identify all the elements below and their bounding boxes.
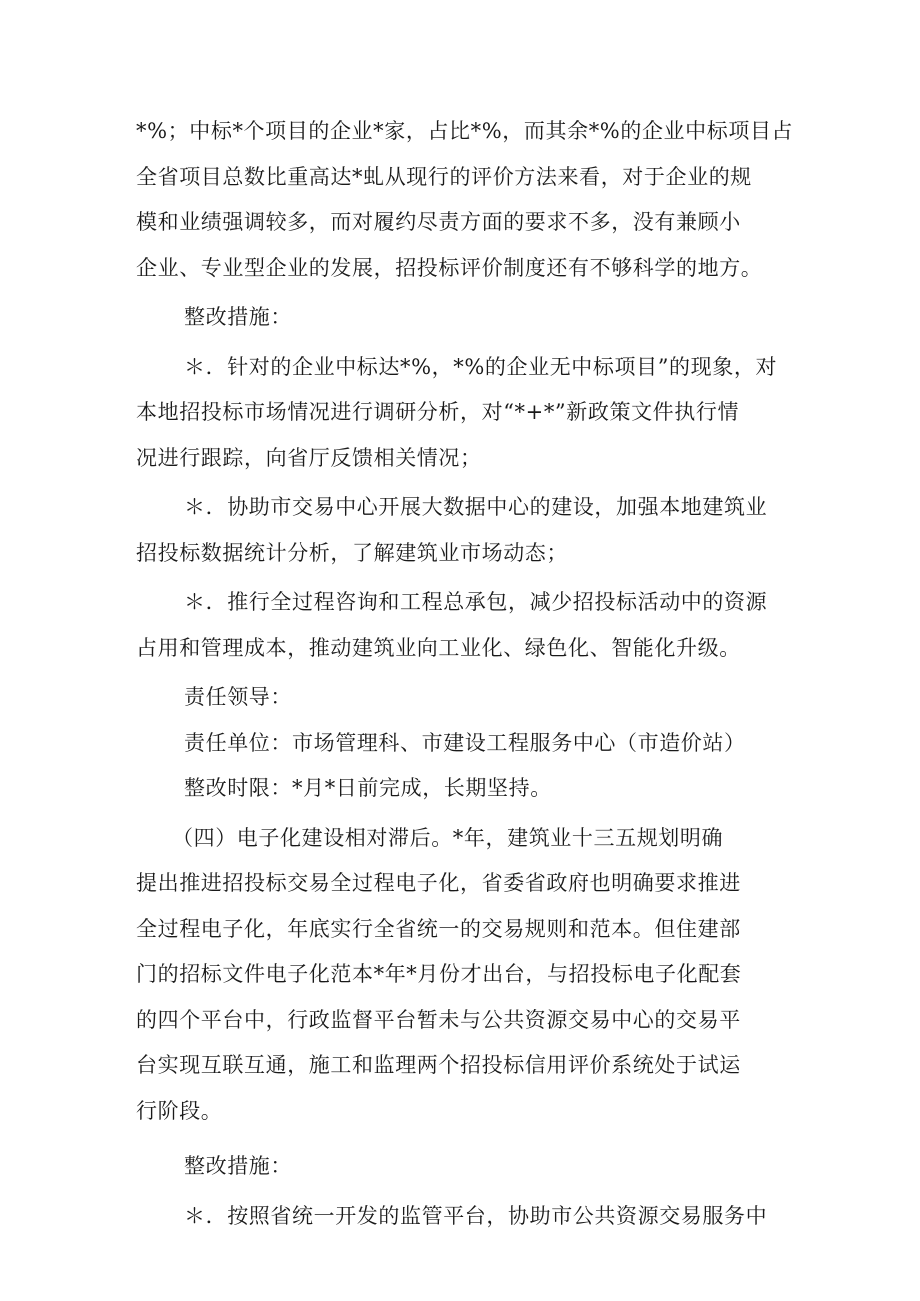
section-heading-four: （四）电子化建设相对滞后。*年，建筑业十三五规划明确	[172, 825, 724, 850]
text-line: 招投标数据统计分析，了解建筑业市场动态；	[136, 540, 568, 565]
text-line: 况进行跟踪，向省厅反馈相关情况；	[136, 445, 482, 470]
text-line: 企业、专业型企业的发展，招投标评价制度还有不够科学的地方。	[136, 255, 763, 280]
text-line: 全省项目总数比重高达*虬从现行的评价方法来看，对于企业的规	[136, 164, 752, 189]
measure-item: ＊．针对的企业中标达*%，*%的企业无中标项目”的现象，对	[184, 354, 778, 379]
document-body	[136, 109, 796, 1239]
text-line: 门的招标文件电子化范本*年*月份才出台，与招投标电子化配套	[136, 962, 742, 986]
text-line: *%；中标*个项目的企业*家，占比*%，而其余*%的企业中标项目占	[136, 119, 794, 143]
text-line: 行阶段。	[136, 1098, 223, 1123]
text-line: 本地招投标市场情况进行调研分析，对“*+*”新政策文件执行情	[136, 400, 740, 424]
responsible-unit: 责任单位：市场管理科、市建设工程服务中心（市造价站）	[184, 730, 746, 755]
text-line: 占用和管理成本，推动建筑业向工业化、绿色化、智能化升级。	[136, 635, 741, 660]
rectification-deadline: 整改时限：*月*日前完成，长期坚持。	[184, 776, 552, 800]
section-heading-measures: 整改措施：	[184, 1154, 292, 1178]
measure-item: ＊．协助市交易中心开展大数据中心的建设，加强本地建筑业	[184, 495, 768, 519]
text-line: 提出推进招投标交易全过程电子化，省委省政府也明确要求推进	[136, 871, 741, 895]
text-line: 台实现互联互通，施工和监理两个招投标信用评价系统处于试运	[136, 1053, 741, 1077]
text-line: 全过程电子化，年底实行全省统一的交易规则和范本。但住建部	[136, 916, 741, 941]
text-line: 模和业绩强调较多，而对履约尽责方面的要求不多，没有兼顾小	[136, 210, 741, 234]
section-heading-measures: 整改措施：	[184, 305, 292, 329]
responsible-leader: 责任领导：	[184, 685, 292, 709]
measure-item: ＊．推行全过程咨询和工程总承包，减少招投标活动中的资源	[184, 590, 768, 614]
measure-item: ＊．按照省统一开发的监管平台，协助市公共资源交易服务中	[184, 1203, 768, 1228]
text-line: 的四个平台中，行政监督平台暂未与公共资源交易中心的交易平	[136, 1007, 741, 1032]
